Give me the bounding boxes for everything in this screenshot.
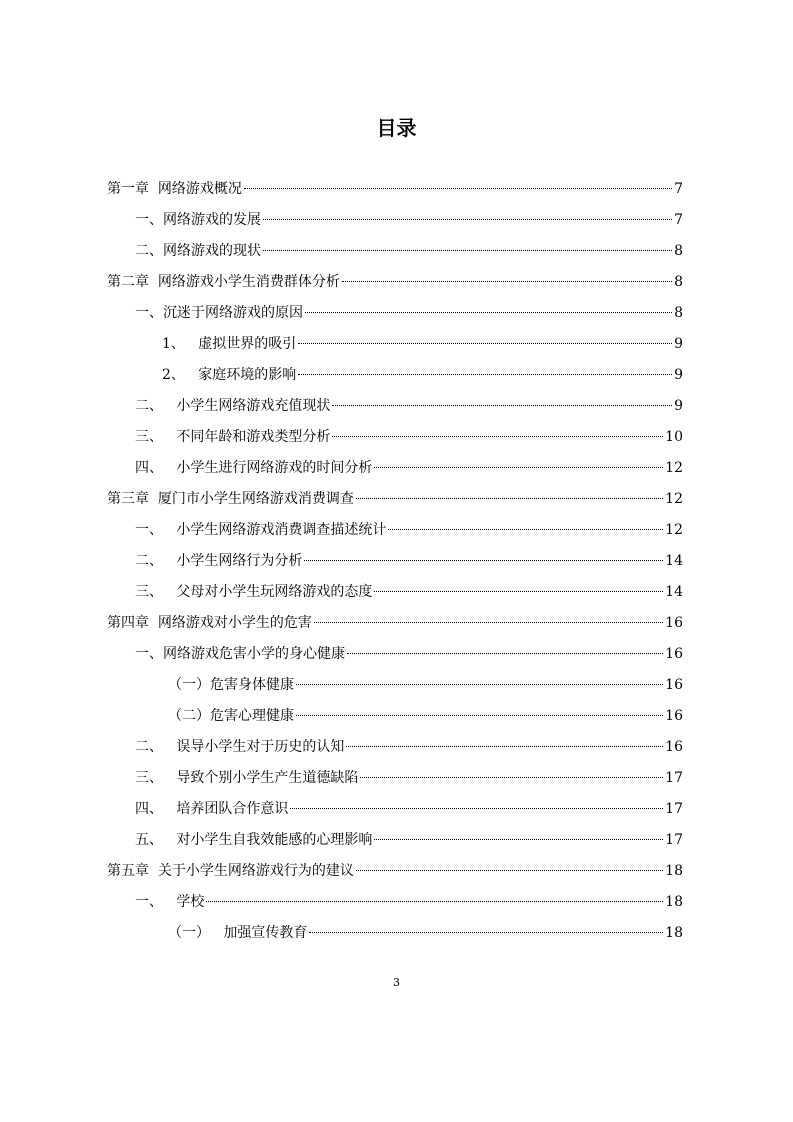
toc-dot-leader bbox=[298, 374, 672, 375]
toc-entry-title: 四、 培养团队合作意识 bbox=[135, 801, 289, 817]
toc-dot-leader bbox=[309, 932, 663, 933]
toc-entry-title: 第二章 网络游戏小学生消费群体分析 bbox=[107, 274, 340, 290]
toc-entry-page: 9 bbox=[674, 367, 683, 383]
toc-entry-title: 第三章 厦门市小学生网络游戏消费调查 bbox=[107, 491, 354, 507]
toc-entry[interactable] bbox=[135, 763, 683, 794]
toc-entry[interactable] bbox=[107, 484, 683, 515]
toc-entry-page: 8 bbox=[674, 243, 683, 259]
toc-entry-title: 第五章 关于小学生网络游戏行为的建议 bbox=[107, 863, 354, 879]
toc-dot-leader bbox=[296, 684, 663, 685]
toc-entry[interactable] bbox=[162, 329, 683, 360]
toc-entry-title: 二、 小学生网络游戏充值现状 bbox=[135, 398, 331, 414]
toc-dot-leader bbox=[263, 250, 672, 251]
toc-entry-page: 7 bbox=[674, 212, 683, 228]
toc-entry[interactable] bbox=[168, 670, 683, 701]
toc-entry-title: 二、网络游戏的现状 bbox=[135, 243, 261, 259]
toc-entry-page: 18 bbox=[665, 894, 683, 910]
toc-entry[interactable] bbox=[135, 298, 683, 329]
toc-dot-leader bbox=[332, 436, 663, 437]
toc-dot-leader bbox=[263, 219, 672, 220]
toc-entry[interactable] bbox=[168, 701, 683, 732]
toc-entry-title: 2、 家庭环境的影响 bbox=[162, 367, 297, 383]
toc-dot-leader bbox=[305, 312, 672, 313]
toc-entry-title: （一） 加强宣传教育 bbox=[168, 925, 308, 941]
toc-entry-title: 1、 虚拟世界的吸引 bbox=[162, 336, 297, 352]
toc-dot-leader bbox=[342, 281, 672, 282]
toc-entry-page: 14 bbox=[665, 584, 683, 600]
toc-entry-page: 8 bbox=[674, 305, 683, 321]
toc-entry-page: 18 bbox=[665, 863, 683, 879]
toc-entry-title: 五、 对小学生自我效能感的心理影响 bbox=[135, 832, 373, 848]
toc-dot-leader bbox=[374, 467, 663, 468]
toc-entry[interactable] bbox=[135, 794, 683, 825]
toc-entry-title: 一、网络游戏的发展 bbox=[135, 212, 261, 228]
toc-dot-leader bbox=[304, 560, 663, 561]
toc-dot-leader bbox=[244, 188, 672, 189]
toc-entry[interactable] bbox=[135, 546, 683, 577]
toc-entry-title: 三、 导致个别小学生产生道德缺陷 bbox=[135, 770, 359, 786]
toc-entry-title: 一、 小学生网络游戏消费调查描述统计 bbox=[135, 522, 387, 538]
page-title: 目录 bbox=[376, 116, 417, 140]
toc-entry-page: 16 bbox=[665, 739, 683, 755]
table-of-contents bbox=[0, 174, 793, 949]
toc-entry[interactable] bbox=[135, 887, 683, 918]
toc-entry-page: 17 bbox=[665, 801, 683, 817]
toc-entry-title: （一）危害身体健康 bbox=[168, 677, 294, 693]
toc-entry[interactable] bbox=[135, 577, 683, 608]
toc-entry-page: 18 bbox=[665, 925, 683, 941]
toc-entry-page: 17 bbox=[665, 832, 683, 848]
toc-entry[interactable] bbox=[168, 918, 683, 949]
toc-entry-title: 第一章 网络游戏概况 bbox=[107, 181, 242, 197]
toc-entry-page: 8 bbox=[674, 274, 683, 290]
toc-dot-leader bbox=[360, 777, 663, 778]
toc-entry[interactable] bbox=[107, 267, 683, 298]
toc-dot-leader bbox=[206, 901, 663, 902]
toc-entry-page: 14 bbox=[665, 553, 683, 569]
toc-entry-title: （二）危害心理健康 bbox=[168, 708, 294, 724]
toc-entry-title: 二、 小学生网络行为分析 bbox=[135, 553, 303, 569]
toc-entry[interactable] bbox=[107, 174, 683, 205]
toc-dot-leader bbox=[296, 715, 663, 716]
page-number: 3 bbox=[393, 976, 400, 989]
toc-entry-page: 12 bbox=[665, 491, 683, 507]
toc-entry[interactable] bbox=[135, 825, 683, 856]
toc-dot-leader bbox=[356, 870, 663, 871]
toc-dot-leader bbox=[290, 808, 663, 809]
toc-entry-title: 三、 父母对小学生玩网络游戏的态度 bbox=[135, 584, 373, 600]
toc-entry-page: 12 bbox=[665, 460, 683, 476]
toc-dot-leader bbox=[388, 529, 663, 530]
toc-entry-page: 9 bbox=[674, 398, 683, 414]
toc-entry-title: 二、 误导小学生对于历史的认知 bbox=[135, 739, 345, 755]
toc-dot-leader bbox=[374, 591, 663, 592]
toc-entry[interactable] bbox=[135, 732, 683, 763]
toc-entry[interactable] bbox=[135, 453, 683, 484]
toc-entry-title: 一、沉迷于网络游戏的原因 bbox=[135, 305, 303, 321]
toc-entry-page: 16 bbox=[665, 615, 683, 631]
toc-dot-leader bbox=[346, 746, 663, 747]
toc-entry[interactable] bbox=[135, 236, 683, 267]
toc-dot-leader bbox=[298, 343, 672, 344]
toc-entry-title: 四、 小学生进行网络游戏的时间分析 bbox=[135, 460, 373, 476]
toc-entry[interactable] bbox=[107, 608, 683, 639]
toc-entry-title: 一、网络游戏危害小学的身心健康 bbox=[135, 646, 345, 662]
toc-entry-title: 一、 学校 bbox=[135, 894, 205, 910]
toc-entry-page: 16 bbox=[665, 646, 683, 662]
toc-entry[interactable] bbox=[135, 391, 683, 422]
toc-entry[interactable] bbox=[135, 205, 683, 236]
toc-entry-page: 12 bbox=[665, 522, 683, 538]
toc-dot-leader bbox=[314, 622, 663, 623]
toc-entry[interactable] bbox=[107, 856, 683, 887]
toc-entry-page: 17 bbox=[665, 770, 683, 786]
toc-entry-title: 第四章 网络游戏对小学生的危害 bbox=[107, 615, 312, 631]
toc-entry-page: 10 bbox=[665, 429, 683, 445]
toc-entry-page: 16 bbox=[665, 708, 683, 724]
toc-entry[interactable] bbox=[135, 422, 683, 453]
toc-entry[interactable] bbox=[135, 515, 683, 546]
toc-entry[interactable] bbox=[162, 360, 683, 391]
toc-entry-page: 7 bbox=[674, 181, 683, 197]
toc-entry-title: 三、 不同年龄和游戏类型分析 bbox=[135, 429, 331, 445]
toc-dot-leader bbox=[356, 498, 663, 499]
toc-entry-page: 16 bbox=[665, 677, 683, 693]
toc-dot-leader bbox=[332, 405, 672, 406]
toc-entry[interactable] bbox=[135, 639, 683, 670]
toc-entry-page: 9 bbox=[674, 336, 683, 352]
toc-dot-leader bbox=[374, 839, 663, 840]
toc-dot-leader bbox=[347, 653, 663, 654]
